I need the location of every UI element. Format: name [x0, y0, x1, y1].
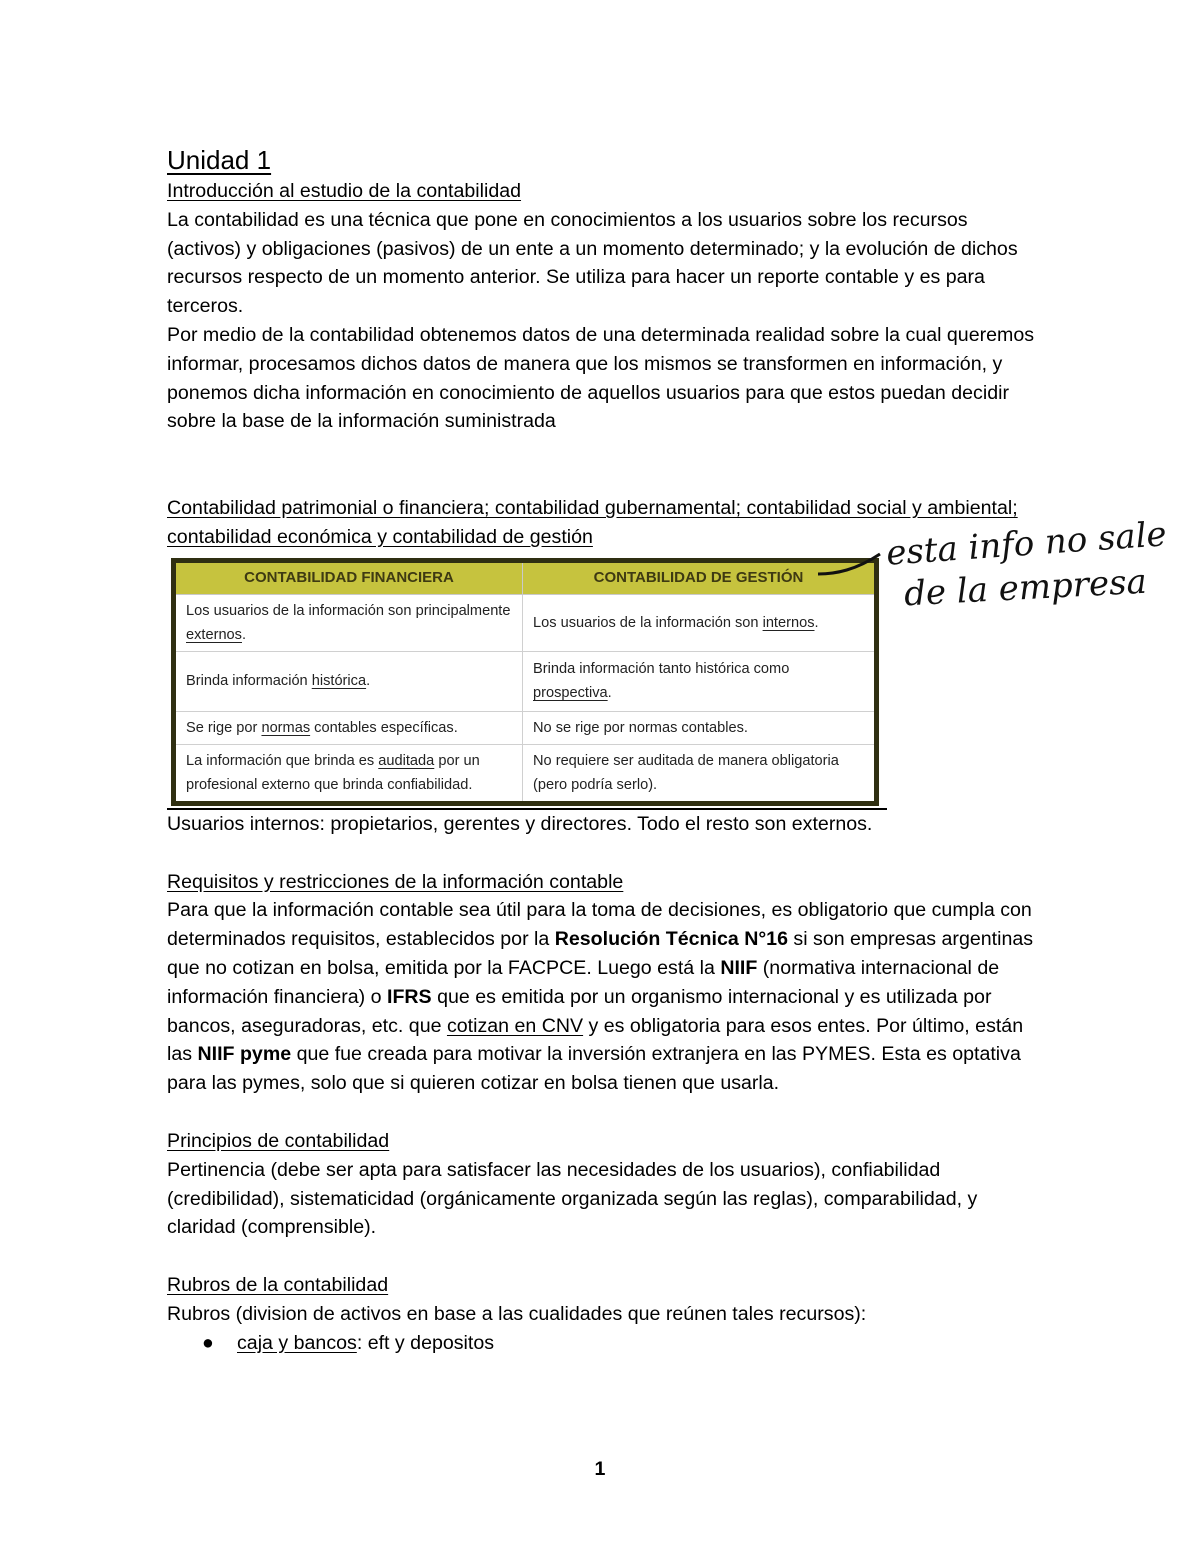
handwritten-arrow-icon [816, 540, 886, 580]
table-row [174, 711, 877, 744]
requirements-paragraph: Para que la información contable sea útil para la toma de decisiones, es obligatorio que cumpla con determinados requisitos, establecidos por la Resolución Técnica N°16 si son empresas argentinas que no cotizan en bolsa, emitida por la FACPCE. Luego está la NIIF (normativa internacional de información financiera) o IFRS que es emitida por un organismo internacional y es utilizada por bancos, aseguradoras, etc. que cotizan en CNV y es obligatoria para esos entes. Por último, están las NIIF pyme que fue creada para motivar la inversión extranjera en las PYMES. Esta es optativa para las pymes, solo que si quieren cotizar en bolsa tienen que usarla. [167, 899, 1034, 1095]
types-heading: Contabilidad patrimonial o financiera; contabilidad gubernamental; contabilidad social y ambiental; contabilidad económica y contabilidad de gestión [167, 497, 1018, 548]
table-row [174, 594, 877, 651]
handwritten-annotation [878, 514, 1178, 624]
handwritten-line-2: de la empresa [903, 561, 1148, 615]
table-header-row [174, 560, 877, 594]
table-cell: No requiere ser auditada de manera obligatoria (pero podría serlo). [523, 744, 877, 803]
table-row [174, 744, 877, 803]
users-note: Usuarios internos: propietarios, gerentes y directores. Todo el resto son externos. [167, 812, 873, 835]
comparison-table [171, 558, 879, 806]
table-cell: Los usuarios de la información son principalmente externos. [174, 594, 523, 651]
rubros-list [167, 1329, 1047, 1358]
table-cell: Brinda información histórica. [174, 651, 523, 711]
unit-title: Unidad 1 [167, 145, 272, 175]
table-cell: Se rige por normas contables específicas. [174, 711, 523, 744]
bullet-icon: ● [202, 1331, 214, 1354]
principles-heading: Principios de contabilidad [167, 1129, 390, 1152]
requirements-heading: Requisitos y restricciones de la información contable [167, 870, 624, 893]
table-cell: La información que brinda es auditada por un profesional externo que brinda confiabilidad. [174, 744, 523, 803]
principles-paragraph: Pertinencia (debe ser apta para satisfacer las necesidades de los usuarios), confiabilidad (credibilidad), sistematicidad (orgánicamente organizada según las reglas), comparabilidad, y claridad (comprensible). [167, 1158, 978, 1239]
comparison-table-wrapper [171, 558, 879, 806]
intro-paragraph-1: La contabilidad es una técnica que pone en conocimientos a los usuarios sobre los recursos (activos) y obligaciones (pasivos) de un ente a un momento determinado; y la evolución de dichos recursos respecto de un momento anterior. Se utiliza para hacer un reporte contable y es para terceros. [167, 208, 1018, 318]
intro-heading: Introducción al estudio de la contabilidad [167, 180, 522, 202]
table-cell: Brinda información tanto histórica como prospectiva. [523, 651, 877, 711]
rubros-paragraph: Rubros (division de activos en base a las cualidades que reúnen tales recursos): [167, 1302, 867, 1325]
intro-paragraph-2: Por medio de la contabilidad obtenemos datos de una determinada realidad sobre la cual queremos informar, procesamos dichos datos de manera que los mismos se transformen en información, y ponemos dicha información en conocimiento de aquellos usuarios para que estos puedan decidir sobre la base de la información suministrada [167, 323, 1035, 433]
table-row [174, 651, 877, 711]
header-financiera: CONTABILIDAD FINANCIERA [174, 560, 523, 594]
rubros-heading: Rubros de la contabilidad [167, 1274, 389, 1297]
page-content [167, 143, 1047, 1358]
header-gestion: CONTABILIDAD DE GESTIÓN [523, 560, 877, 594]
list-item: ● caja y bancos: eft y depositos [237, 1329, 1047, 1358]
page-number: 1 [594, 1458, 606, 1480]
table-cell: Los usuarios de la información son internos. [523, 594, 877, 651]
handwritten-line-1: esta info no sale [884, 514, 1168, 574]
table-cell: No se rige por normas contables. [523, 711, 877, 744]
